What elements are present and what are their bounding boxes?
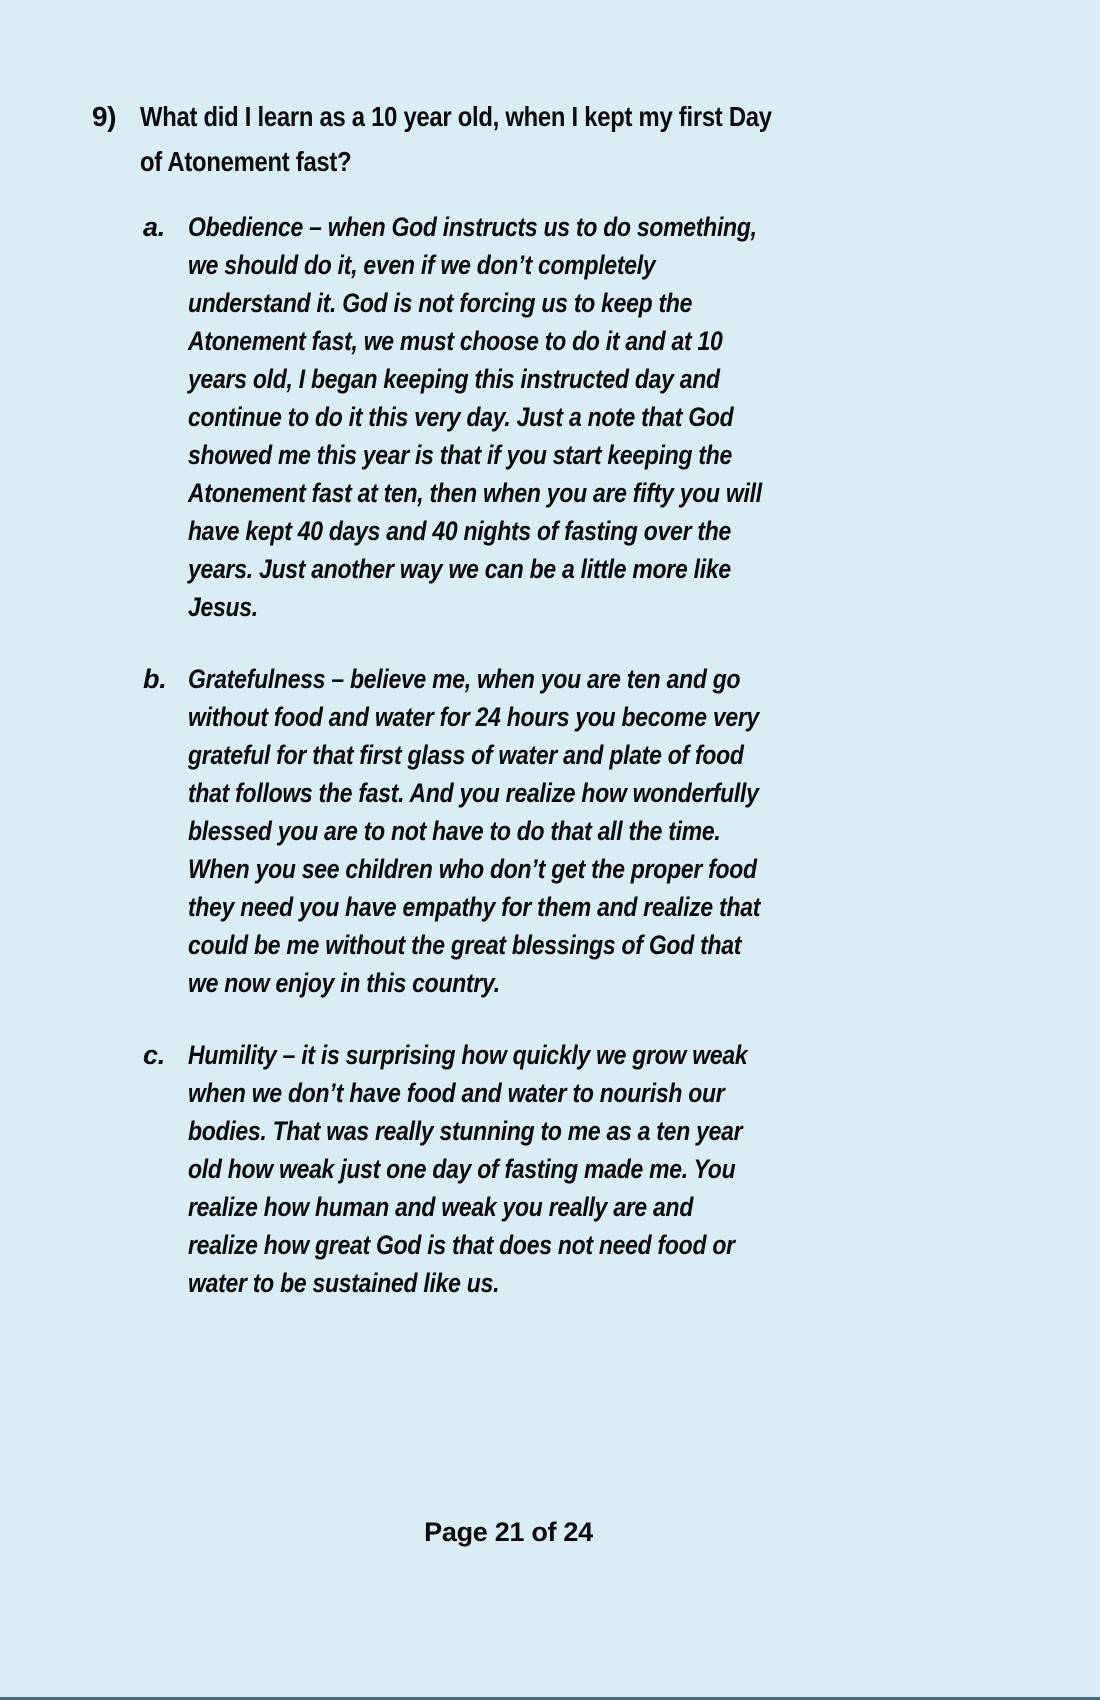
text-line: we now enjoy in this country. xyxy=(188,968,500,998)
text-line: Jesus. xyxy=(188,592,258,622)
item-b-text xyxy=(188,660,861,1002)
text-line: understand it. God is not forcing us to keep the xyxy=(188,288,693,318)
text-line: showed me this year is that if you start keeping the xyxy=(188,440,733,470)
text-line: years old, I began keeping this instructed day and xyxy=(188,364,720,394)
text-line: Gratefulness – believe me, when you are ten and go xyxy=(188,664,741,694)
text-line: without food and water for 24 hours you become very xyxy=(188,702,760,732)
item-a-text xyxy=(188,208,863,626)
text-line: bodies. That was really stunning to me as a ten year xyxy=(188,1116,743,1146)
answer-item-a xyxy=(143,208,863,626)
question-number: 9) xyxy=(92,101,116,132)
item-b-marker: b. xyxy=(143,664,167,694)
text-line: When you see children who don’t get the proper food xyxy=(188,854,757,884)
text-line: realize how great God is that does not need food or xyxy=(188,1230,735,1260)
page-number-footer: Page 21 of 24 xyxy=(424,1517,593,1547)
text-line: when we don’t have food and water to nourish our xyxy=(188,1078,725,1108)
text-line: What did I learn as a 10 year old, when I kept my first Day xyxy=(140,101,772,132)
question-text xyxy=(140,94,883,184)
text-line: we should do it, even if we don’t completely xyxy=(188,250,656,280)
text-line: that follows the fast. And you realize how wonderfully xyxy=(188,778,759,808)
text-line: have kept 40 days and 40 nights of fasting over the xyxy=(188,516,732,546)
text-line: realize how human and weak you really are and xyxy=(188,1192,694,1222)
answer-item-b xyxy=(143,660,861,1002)
item-c-marker: c. xyxy=(143,1040,165,1070)
text-line: Atonement fast at ten, then when you are fifty you will xyxy=(188,478,762,508)
question-heading xyxy=(92,94,883,184)
text-line: old how weak just one day of fasting made me. You xyxy=(188,1154,736,1184)
text-line: Obedience – when God instructs us to do something, xyxy=(188,212,757,242)
text-line: they need you have empathy for them and realize that xyxy=(188,892,761,922)
text-line: water to be sustained like us. xyxy=(188,1268,500,1298)
text-line: continue to do it this very day. Just a note that God xyxy=(188,402,734,432)
text-line: of Atonement fast? xyxy=(140,146,352,177)
text-line: Humility – it is surprising how quickly we grow weak xyxy=(188,1040,748,1070)
text-line: blessed you are to not have to do that all the time. xyxy=(188,816,721,846)
text-line: grateful for that first glass of water and plate of food xyxy=(188,740,744,770)
text-line: Atonement fast, we must choose to do it and at 10 xyxy=(188,326,723,356)
answer-item-c xyxy=(143,1036,846,1302)
item-c-text xyxy=(188,1036,846,1302)
item-a-marker: a. xyxy=(143,212,165,242)
text-line: years. Just another way we can be a little more like xyxy=(188,554,731,584)
text-line: could be me without the great blessings of God that xyxy=(188,930,742,960)
